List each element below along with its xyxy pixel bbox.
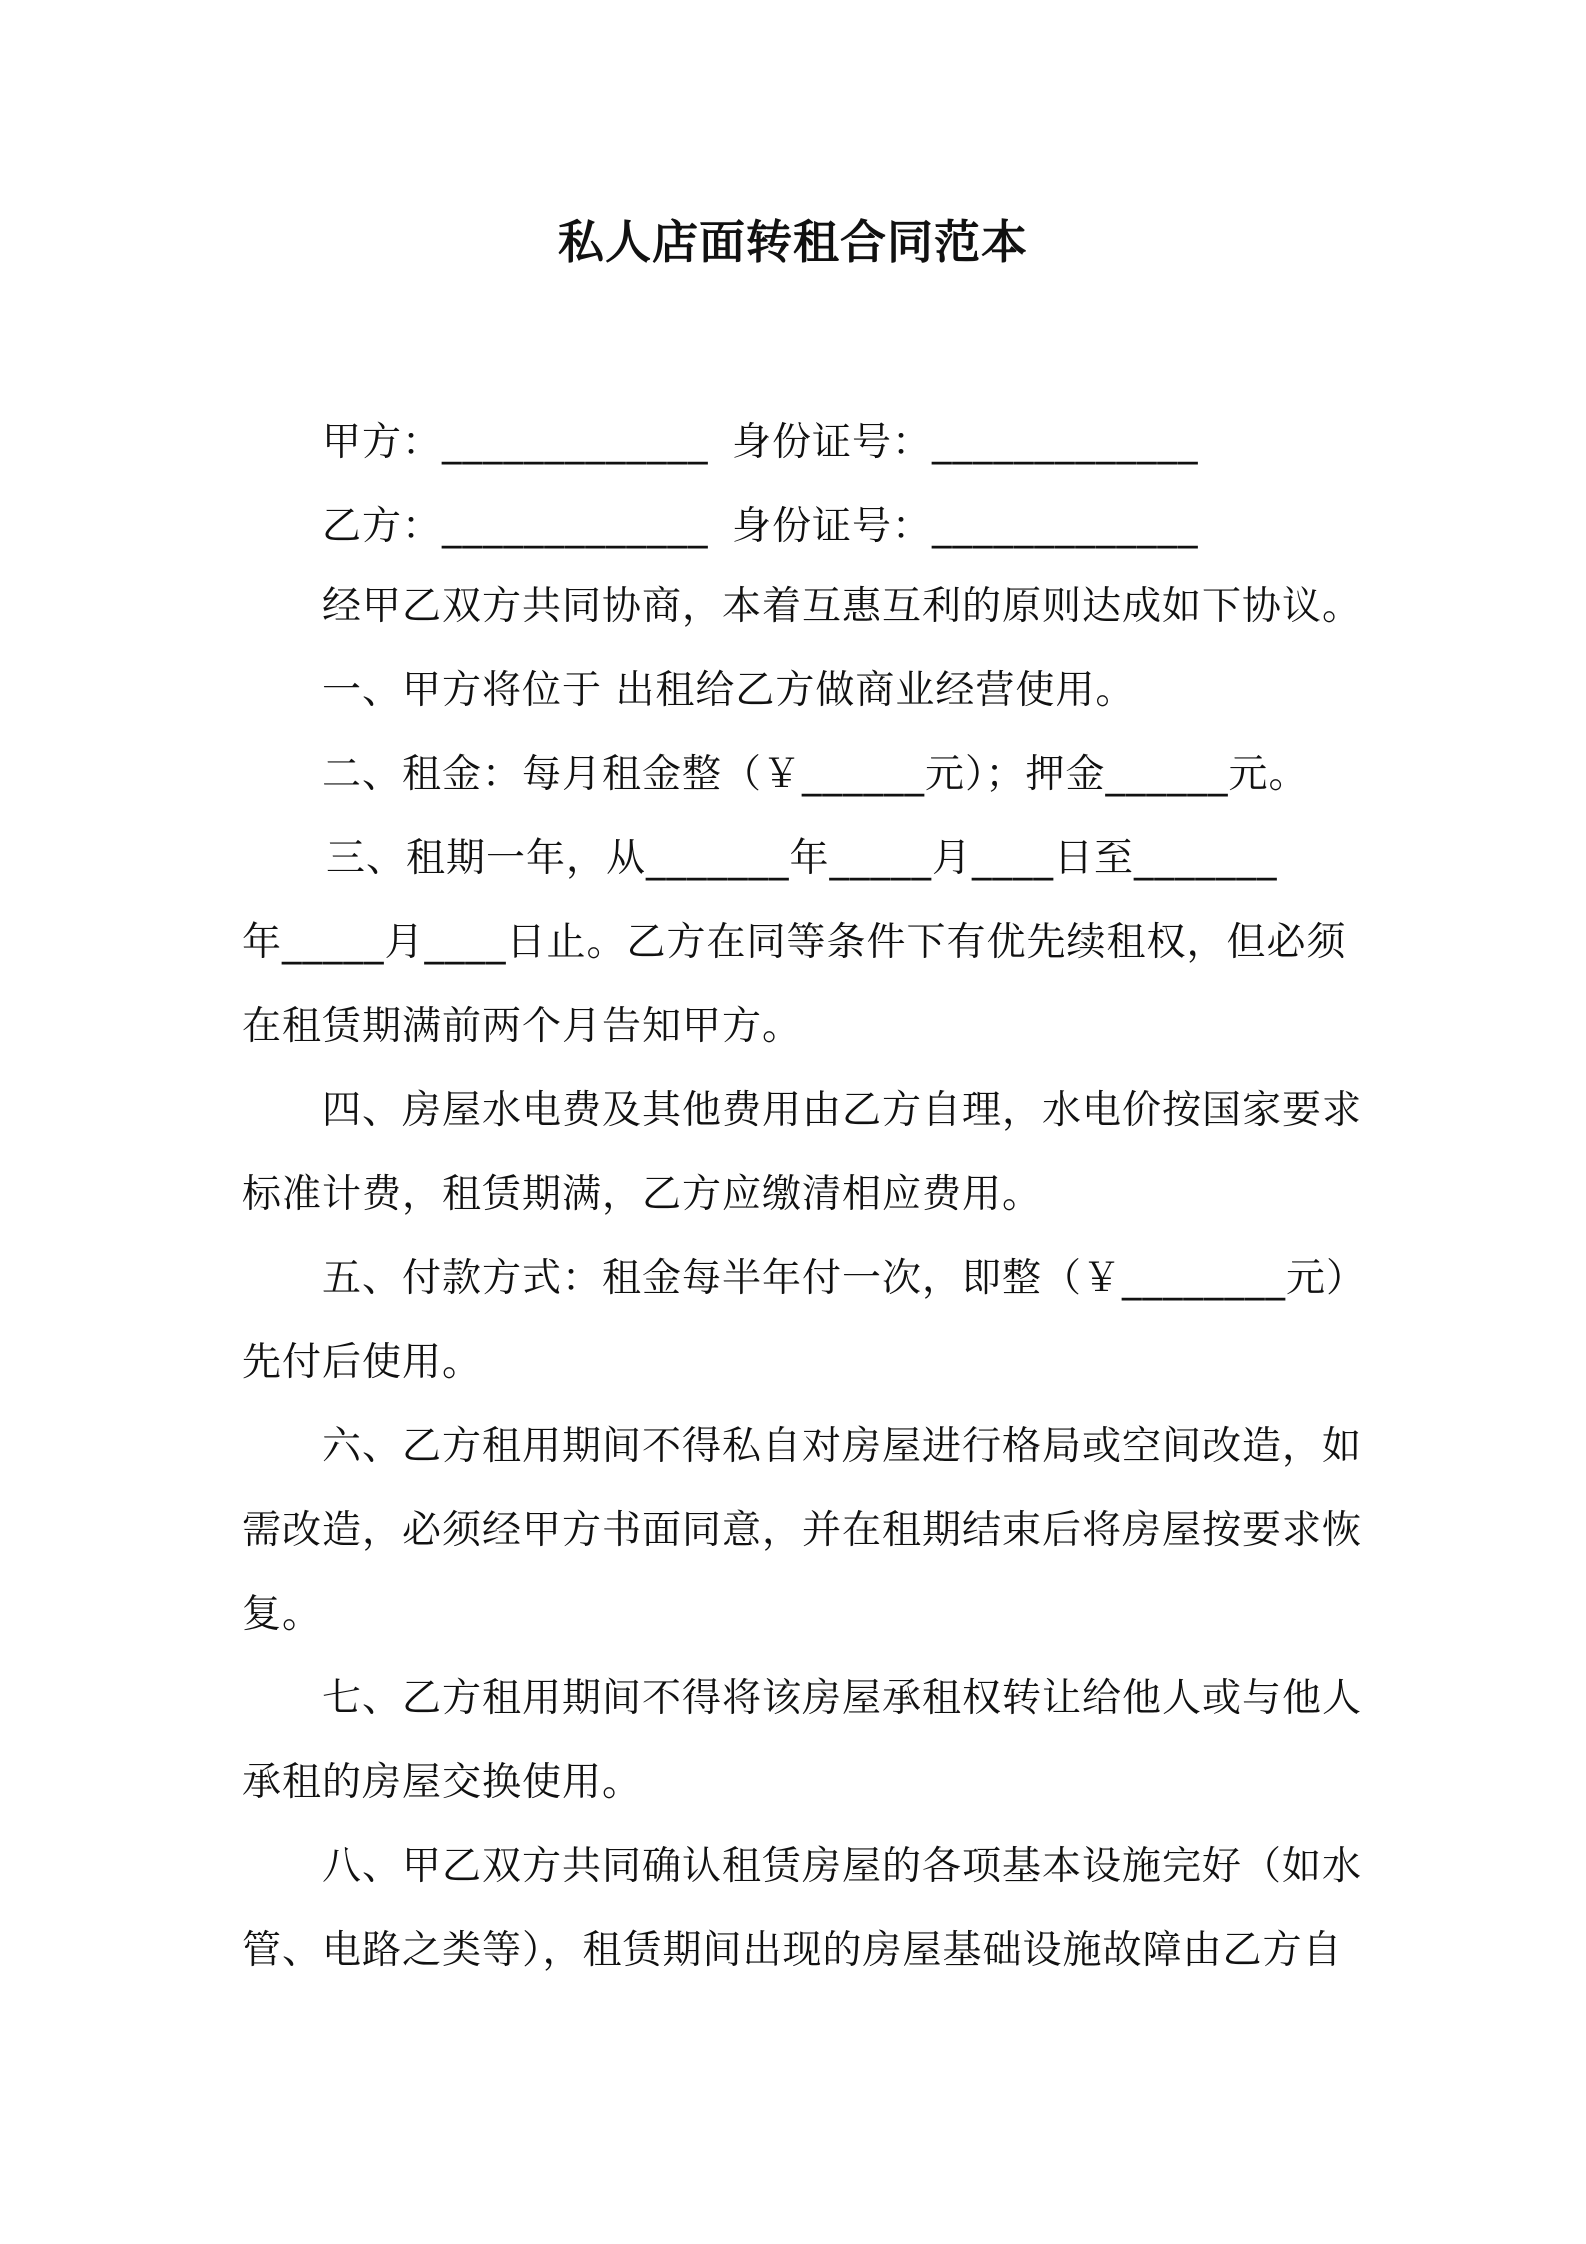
clause-6-line-3: 复。 <box>242 1592 323 1637</box>
clause-1-line: 一、甲方将位于 出租给乙方做商业经营使用。 <box>322 668 1136 713</box>
clause-4-line-1: 四、房屋水电费及其他费用由乙方自理，水电价按国家要求 <box>322 1088 1363 1133</box>
clause-6-line-1: 六、乙方租用期间不得私自对房屋进行格局或空间改造，如 <box>322 1424 1363 1469</box>
clause-8-line-2: 管、电路之类等），租赁期间出现的房屋基础设施故障由乙方自 <box>242 1928 1343 1973</box>
party-a-field: 甲方：_____________ <box>322 420 709 465</box>
clause-6-line-2: 需改造，必须经甲方书面同意，并在租期结束后将房屋按要求恢 <box>242 1508 1363 1553</box>
clause-2-line: 二、租金：每月租金整（￥______元）；押金______元。 <box>322 752 1309 797</box>
clause-5-line-2: 先付后使用。 <box>242 1340 483 1385</box>
clause-3-line-2: 年_____月____日止。乙方在同等条件下有优先续租权，但必须 <box>242 920 1347 965</box>
clause-3-line-1: 三、租期一年，从_______年_____月____日至_______ <box>326 836 1278 881</box>
clause-7-line-2: 承租的房屋交换使用。 <box>242 1760 643 1805</box>
clause-3-line-3: 在租赁期满前两个月告知甲方。 <box>242 1004 803 1049</box>
clause-4-line-2: 标准计费，租赁期满，乙方应缴清相应费用。 <box>242 1172 1043 1217</box>
party-b-field: 乙方：_____________ <box>322 504 709 549</box>
clause-5-line-1: 五、付款方式：租金每半年付一次，即整（￥________元） <box>322 1256 1367 1301</box>
clause-7-line-1: 七、乙方租用期间不得将该房屋承租权转让给他人或与他人 <box>322 1676 1363 1721</box>
intro-line: 经甲乙双方共同协商，本着互惠互利的原则达成如下协议。 <box>322 584 1363 629</box>
party-a-id-field: 身份证号：_____________ <box>732 420 1199 465</box>
clause-8-line-1: 八、甲乙双方共同确认租赁房屋的各项基本设施完好（如水 <box>322 1844 1363 1889</box>
document-title: 私人店面转租合同范本 <box>558 215 1028 269</box>
party-b-id-field: 身份证号：_____________ <box>732 504 1199 549</box>
